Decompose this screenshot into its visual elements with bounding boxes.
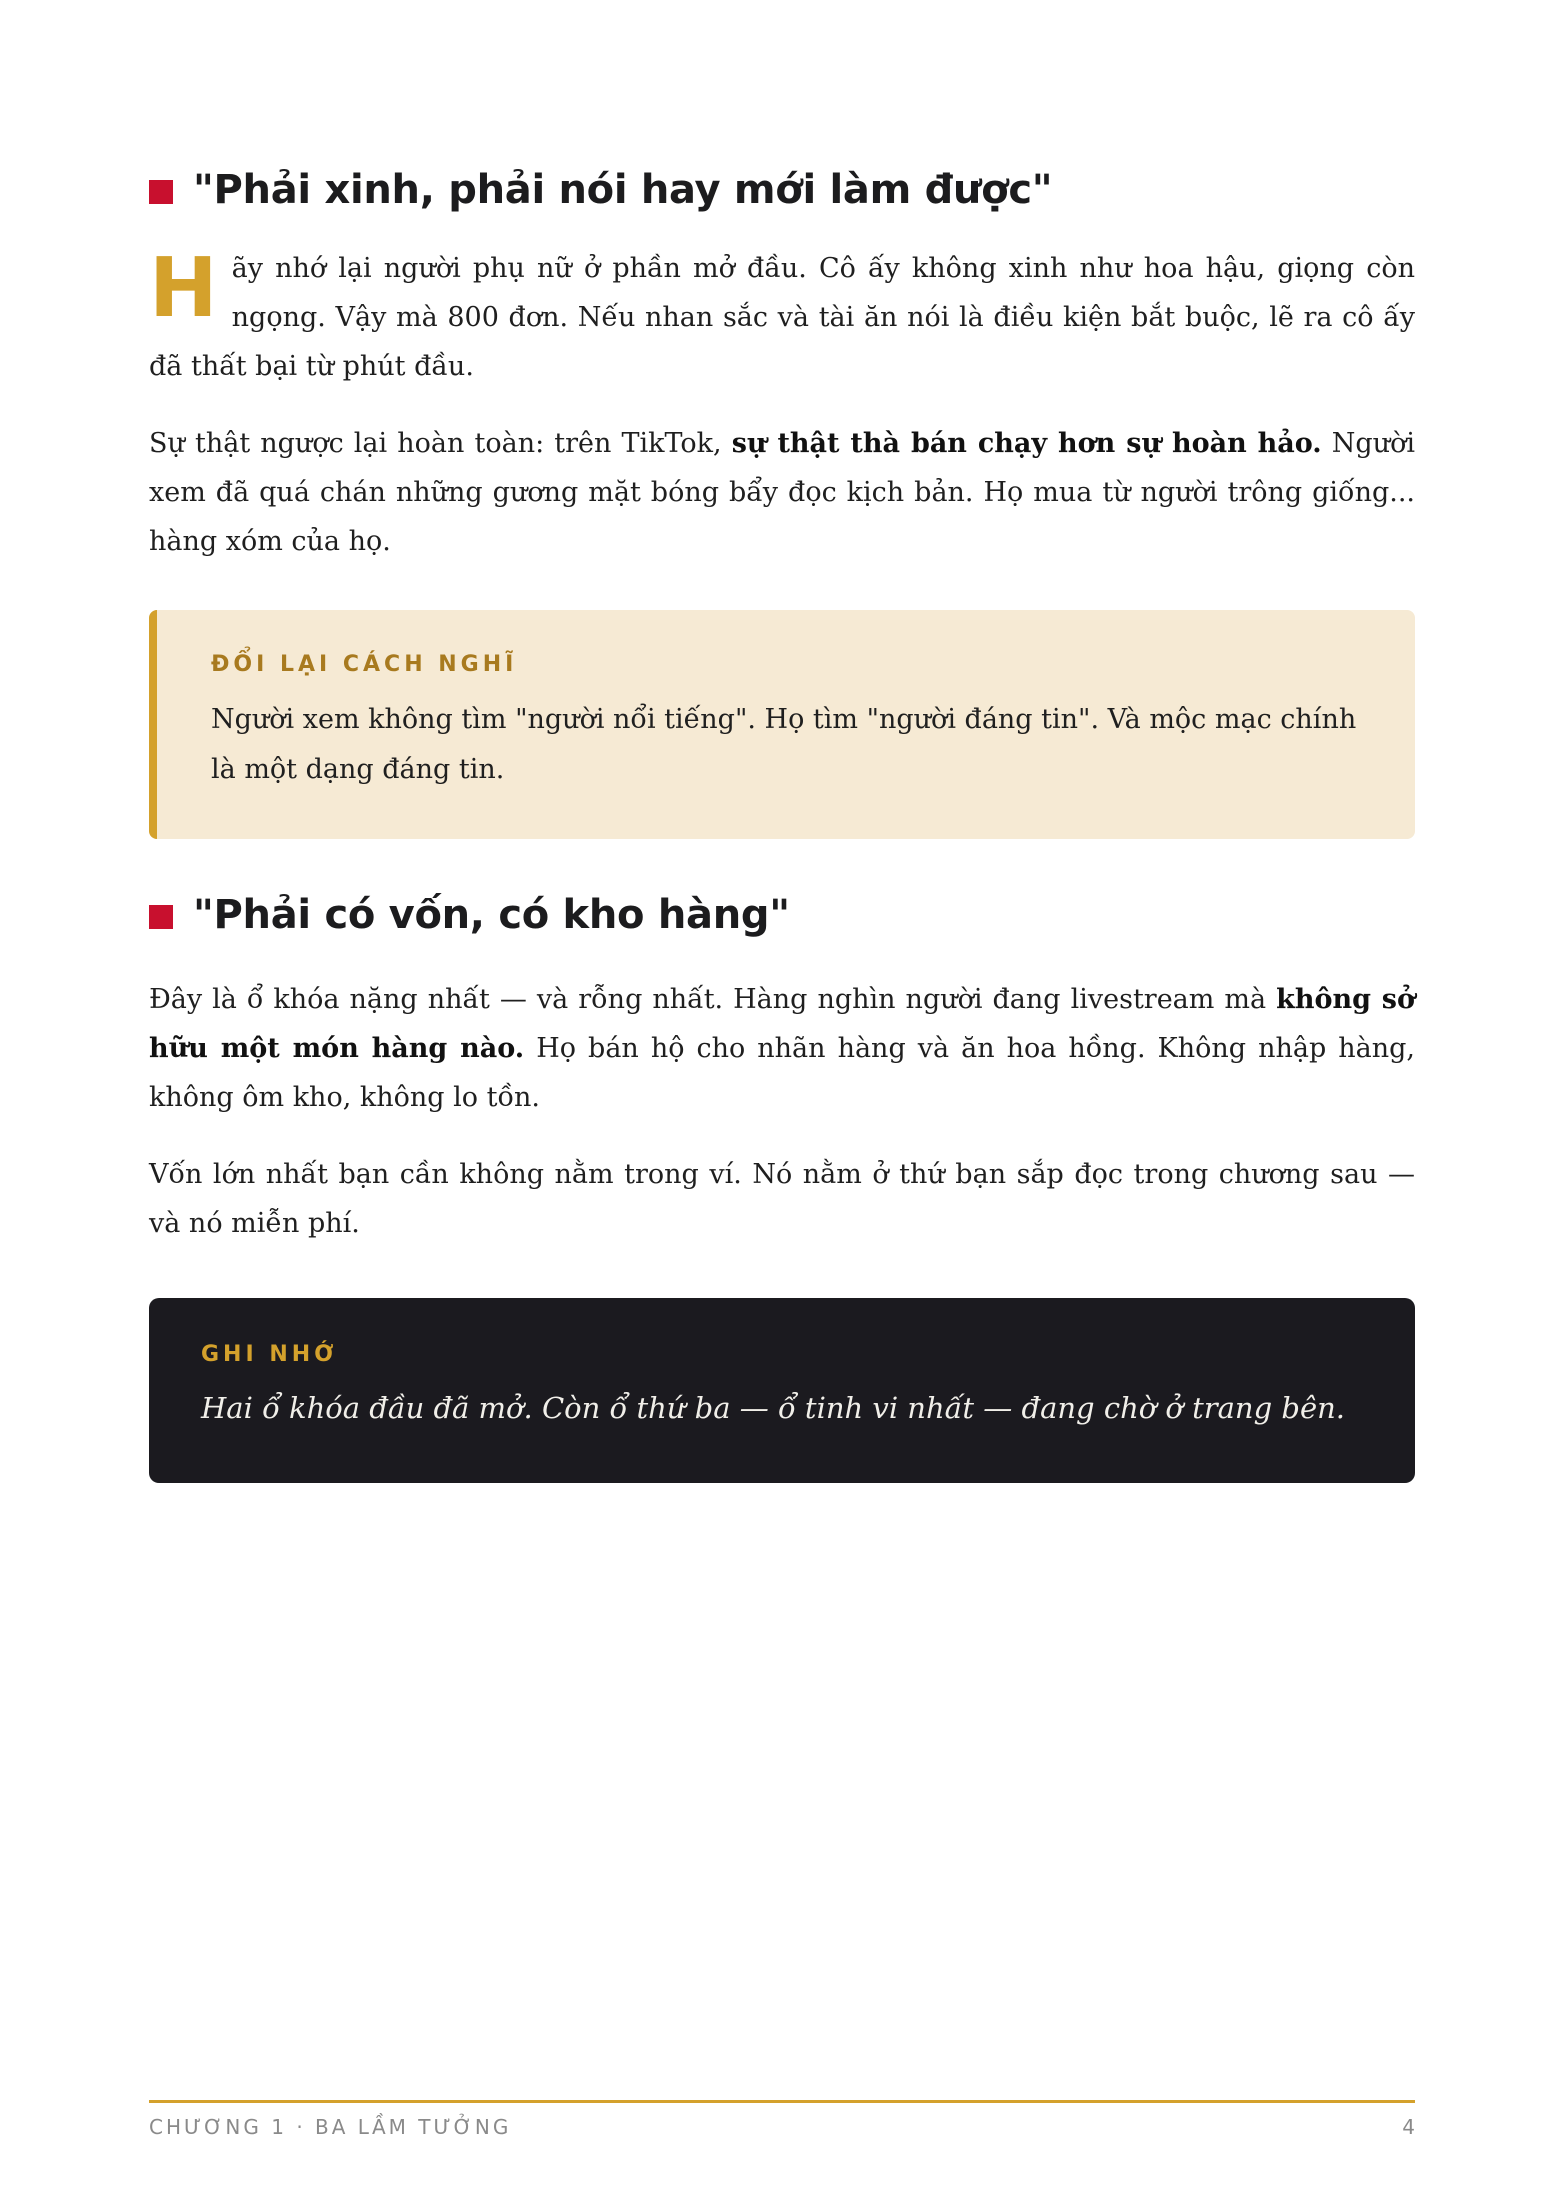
- remember-callout: [149, 1298, 1415, 1483]
- section-heading-2: [149, 875, 1415, 955]
- section1-paragraph-1-text: ãy nhớ lại người phụ nữ ở phần mở đầu. Cô ấy không xinh như hoa hậu, giọng còn ngọng. Vậy mà 800 đơn. Nếu nhan sắc và tài ăn nói là điều kiện bắt buộc, lẽ ra cô ấy đã thất bại từ phút đầu.: [149, 253, 1415, 382]
- remember-callout-text: Hai ổ khóa đầu đã mở. Còn ổ thứ ba — ổ tinh vi nhất — đang chờ ở trang bên.: [201, 1391, 1345, 1425]
- section2-paragraph-1-bold: không sở hữu một món hàng nào.: [149, 984, 1416, 1064]
- reframe-callout: [149, 610, 1415, 839]
- page-content: [149, 150, 1415, 1483]
- section1-paragraph-1: [149, 241, 1415, 391]
- red-square-bullet-icon: [149, 180, 173, 204]
- page-footer: [149, 2100, 1415, 2139]
- section1-paragraph-2-bold: sự thật thà bán chạy hơn sự hoàn hảo.: [731, 428, 1322, 459]
- footer-chapter-title: CHƯƠNG 1 · BA LẦM TƯỞNG: [149, 2115, 512, 2139]
- reframe-callout-label: ĐỔI LẠI CÁCH NGHĨ: [211, 652, 518, 677]
- section2-paragraph-1-start: Đây là ổ khóa nặng nhất — và rỗng nhất. Hàng nghìn người đang livestream mà: [149, 984, 1277, 1015]
- page-number: 4: [1402, 2115, 1415, 2139]
- section2-paragraph-2: Vốn lớn nhất bạn cần không nằm trong ví. Nó nằm ở thứ bạn sắp đọc trong chương sau — và nó miễn phí.: [149, 1159, 1415, 1239]
- red-square-bullet-icon: [149, 905, 173, 929]
- reframe-callout-text: Người xem không tìm "người nổi tiếng". Họ tìm "người đáng tin". Và mộc mạc chính là một dạng đáng tin.: [211, 704, 1357, 785]
- section2-paragraph-1-end: Họ bán hộ cho nhãn hàng và ăn hoa hồng. Không nhập hàng, không ôm kho, không lo tồn.: [149, 1033, 1415, 1113]
- section-heading-1: [149, 150, 1415, 230]
- section2-paragraph-1: [149, 975, 1415, 1122]
- drop-cap: H: [149, 241, 218, 336]
- section1-paragraph-2: [149, 419, 1415, 566]
- section1-paragraph-2-start: Sự thật ngược lại hoàn toàn: trên TikTok,: [149, 428, 732, 459]
- section1-paragraph-2-end: Người xem đã quá chán những gương mặt bóng bẩy đọc kịch bản. Họ mua từ người trông giống... hàng xóm của họ.: [149, 428, 1415, 557]
- section-heading-2-text: "Phải có vốn, có kho hàng": [193, 892, 790, 938]
- remember-callout-label: GHI NHỚ: [201, 1342, 338, 1367]
- section-heading-1-text: "Phải xinh, phải nói hay mới làm được": [193, 167, 1053, 213]
